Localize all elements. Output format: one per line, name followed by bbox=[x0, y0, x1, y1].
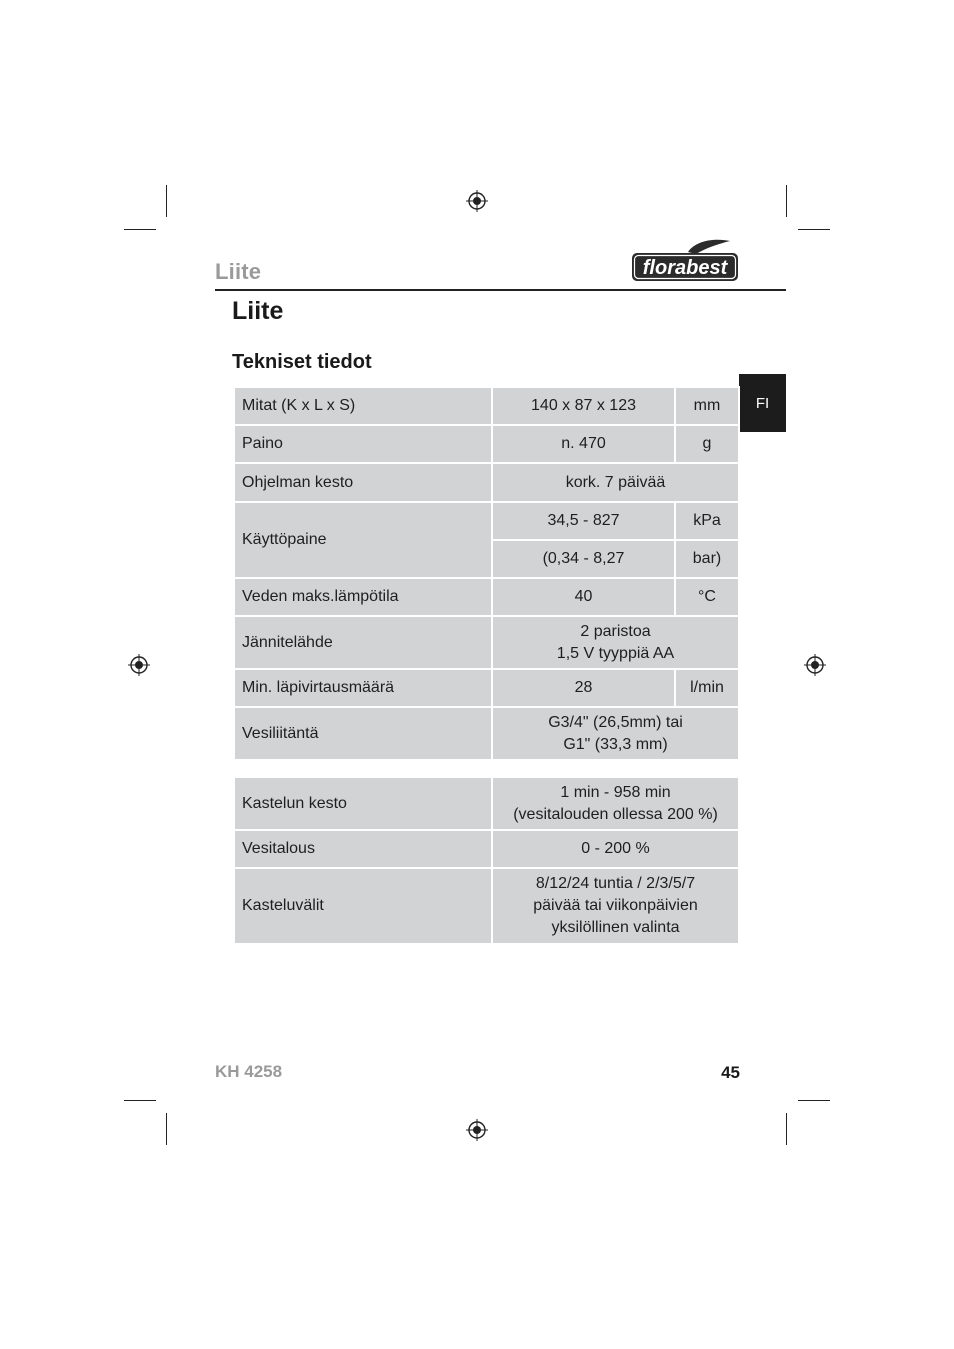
row-unit: mm bbox=[675, 387, 739, 425]
row-label: Käyttöpaine bbox=[234, 502, 492, 578]
logo-text: florabest bbox=[642, 257, 728, 279]
table-row bbox=[234, 463, 739, 502]
crop-mark bbox=[166, 185, 167, 217]
table-row bbox=[234, 387, 739, 425]
row-unit: bar) bbox=[675, 540, 739, 578]
row-value-multiline bbox=[492, 616, 739, 669]
table-row bbox=[234, 578, 739, 616]
row-unit: °C bbox=[675, 578, 739, 616]
value-line: 2 paristoa bbox=[580, 622, 651, 640]
value-line: G1" (33,3 mm) bbox=[563, 735, 668, 753]
language-tab: FI bbox=[739, 374, 786, 432]
table-row bbox=[234, 616, 739, 669]
crop-mark bbox=[124, 229, 156, 230]
table-row bbox=[234, 777, 739, 830]
row-value: n. 470 bbox=[492, 425, 675, 463]
crop-mark bbox=[786, 185, 787, 217]
spec-table-1 bbox=[233, 386, 740, 761]
crop-mark bbox=[798, 229, 830, 230]
row-label: Mitat (K x L x S) bbox=[234, 387, 492, 425]
row-label: Kastelun kesto bbox=[234, 777, 492, 830]
value-line: G3/4" (26,5mm) tai bbox=[548, 713, 683, 731]
row-label: Vesiliitäntä bbox=[234, 707, 492, 760]
value-line: päivää tai viikonpäivien bbox=[533, 897, 698, 914]
table-row bbox=[234, 707, 739, 760]
crop-mark bbox=[124, 1100, 156, 1101]
row-value: 34,5 - 827 bbox=[492, 502, 675, 540]
row-value-multiline bbox=[492, 777, 739, 830]
registration-mark-icon bbox=[804, 654, 826, 676]
registration-mark-icon bbox=[128, 654, 150, 676]
crop-mark bbox=[166, 1113, 167, 1145]
value-line: 8/12/24 tuntia / 2/3/5/7 bbox=[535, 875, 696, 892]
row-value: 40 bbox=[492, 578, 675, 616]
spec-table-2 bbox=[233, 776, 740, 945]
table-row bbox=[234, 502, 739, 540]
row-value: (0,34 - 8,27 bbox=[492, 540, 675, 578]
row-value: 28 bbox=[492, 669, 675, 707]
florabest-logo bbox=[630, 238, 740, 284]
crop-mark bbox=[798, 1100, 830, 1101]
value-line: 1,5 V tyyppiä AA bbox=[556, 644, 675, 662]
row-unit: l/min bbox=[675, 669, 739, 707]
row-label: Veden maks.lämpötila bbox=[234, 578, 492, 616]
row-value: 140 x 87 x 123 bbox=[492, 387, 675, 425]
page-title: Liite bbox=[232, 297, 284, 325]
header-title: Liite bbox=[215, 259, 262, 284]
row-unit: kPa bbox=[675, 502, 739, 540]
footer-model-number: KH 4258 bbox=[215, 1062, 283, 1081]
header-divider bbox=[215, 289, 786, 291]
section-title: Tekniset tiedot bbox=[232, 351, 372, 373]
row-value-multiline bbox=[492, 707, 739, 760]
page-number: 45 bbox=[721, 1063, 740, 1082]
row-value-multiline bbox=[492, 868, 739, 944]
table-row bbox=[234, 669, 739, 707]
row-label: Vesitalous bbox=[234, 830, 492, 868]
value-line: (vesitalouden ollessa 200 %) bbox=[513, 805, 718, 823]
row-label: Paino bbox=[234, 425, 492, 463]
row-unit: g bbox=[675, 425, 739, 463]
registration-mark-icon bbox=[466, 1119, 488, 1141]
row-value: 0 - 200 % bbox=[492, 830, 739, 868]
row-value: kork. 7 päivää bbox=[492, 463, 739, 502]
crop-mark bbox=[786, 1113, 787, 1145]
row-label: Jännitelähde bbox=[234, 616, 492, 669]
table-row bbox=[234, 830, 739, 868]
value-line: 1 min - 958 min bbox=[560, 783, 671, 801]
table-row bbox=[234, 425, 739, 463]
registration-mark-icon bbox=[466, 190, 488, 212]
row-label: Kasteluvälit bbox=[234, 868, 492, 944]
value-line: yksilöllinen valinta bbox=[551, 919, 680, 936]
row-label: Ohjelman kesto bbox=[234, 463, 492, 502]
table-row bbox=[234, 868, 739, 944]
row-label: Min. läpivirtausmäärä bbox=[234, 669, 492, 707]
